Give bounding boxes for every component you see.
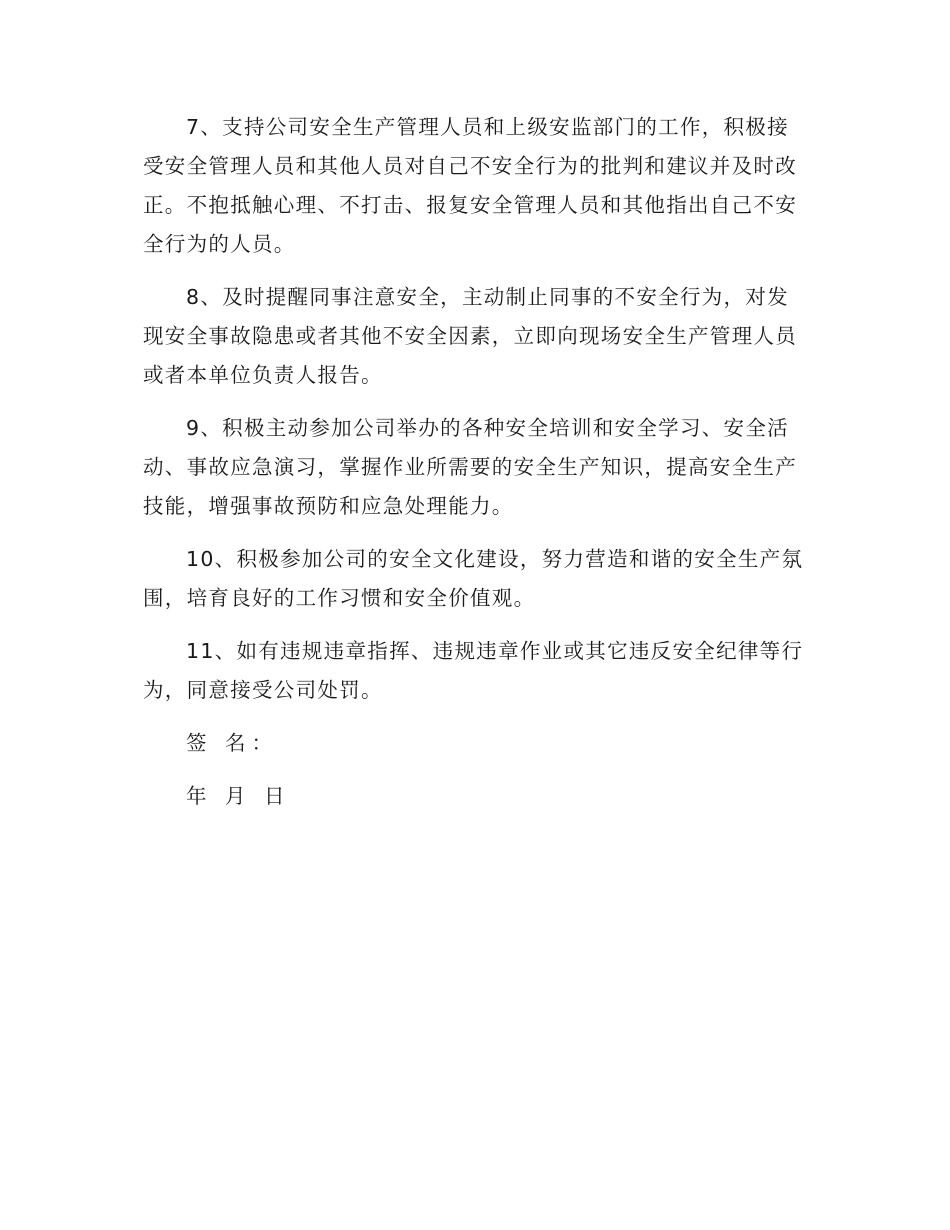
clause-11: 11、如有违规违章指挥、违规违章作业或其它违反安全纪律等行为，同意接受公司处罚。 [143,639,804,702]
clause-8: 8、及时提醒同事注意安全，主动制止同事的不安全行为，对发现安全事故隐患或者其他不安全因素，立即向现场安全生产管理人员或者本单位负责人报告。 [143,285,797,387]
clause-9: 9、积极主动参加公司举办的各种安全培训和安全学习、安全活动、事故应急演习，掌握作业所需要的安全生产知识，提高安全生产技能，增强事故预防和应急处理能力。 [143,416,797,518]
date-label: 年 月 日 [186,784,291,808]
clause-10: 10、积极参加公司的安全文化建设，努力营造和谐的安全生产氛围，培育良好的工作习惯和安全价值观。 [143,547,804,610]
document-body [143,108,808,830]
signature-label: 签 名： [186,731,279,755]
clause-7: 7、支持公司安全生产管理人员和上级安监部门的工作，积极接受安全管理人员和其他人员对自己不安全行为的批判和建议并及时改正。不抱抵触心理、不打击、报复安全管理人员和其他指出自己不安全行为的人员。 [143,115,797,256]
